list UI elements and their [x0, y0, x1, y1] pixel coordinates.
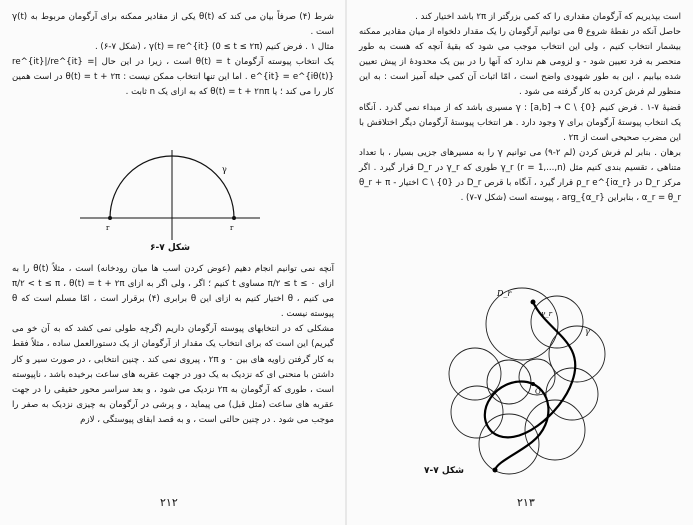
- paragraph: حاصل آنکه در نقطهٔ شروع θ می توانیم آرگومان را یک مقدار دلخواه از میان مقادیر ممکنه بیشمار انتخاب کنیم ، ولی این انتخاب موجب می شود که بقیهٔ آنچه که هست به طور منحصر به فرد تعیین شود - و لزومی هم ندارد که آنها را در بین یک محدودهٔ از پیش تعیین شده بیابیم ، این به طور شهودی واضح است ، امّا اثبات آن کمی حیله آمیز است : به این منظور لم فرش کردن به کار گرفته می شود .: [359, 27, 681, 98]
- right-top-text: [359, 10, 681, 206]
- r-label: r: [106, 224, 110, 232]
- paragraph: مشکلی که در انتخابهای پیوسته آرگومان داریم (گرچه طولی نمی کشد که به آن خو می گیریم) این است که برای انتخاب یک مقدار از آرگومان از یک دستورالعمل ساده ، مثلاً فقط به کار گرفتن زاویه های بین ۰ و ۲π ، پیروی نمی کند . چنین انتخابی ، در صورت سیر و کار داشتن با منحنی ای که نزدیک به یک دور در جهت عقربه های ساعت برخیده باشد ، ناپیوسته است ، طوری که آرگومان به ۲π نزدیک می شود ، و بعد سراسر محور حقیقی را در جهت عقربه های ساعت (مثل قبل) می پیماید ، و پرشی در آرگومان به چیزی نزدیک به صفر را موجب می شود . در چنین حالتی است ، و به قصد ابقای پیوستگی ، لازم: [12, 324, 335, 425]
- gamma-r-label: γ_r: [541, 310, 553, 318]
- paragraph: شرط (۴) صرفاً بیان می کند که θ(t) یکی از مقادیر ممکنه برای آرگومان مربوط به γ(t) است .: [12, 12, 334, 38]
- paragraph: یک انتخاب پیوسته آرگومان θ(t) = t است ، زیرا در این حال |re^{it}|/re^{it} = e^{it} = e^{iθ(t)} . اما این تنها انتخاب ممکن نیست : θ(t) = t + ۲π در است همین کار را می کند ؛ یا θ(t) = t + ۲nπ که به ازای یک n ثابت .: [12, 57, 334, 98]
- figure-caption: شکل ۷-۶: [150, 243, 191, 253]
- left-bottom-text: [12, 262, 334, 428]
- paragraph: آنچه نمی توانیم انجام دهیم (عوض کردن اسب ها میان رودخانه) است ، مثلاً θ(t) را به ازای π/۲ ≤ t ≤ ۰ مساوی t کنیم ؛ اگر ، ولی اگر به ازای π/۲ < t ≤ π ، θ(t) = t + ۲π می کنیم ، θ اختیار کنیم به ازای این θ برابری (۴) برقرار است ، امّا مسلم است که θ پیوسته نیست .: [12, 264, 335, 320]
- r-label: r: [230, 224, 234, 232]
- figure-7-7: [437, 282, 627, 482]
- right-page: [347, 0, 693, 525]
- left-page: [0, 0, 346, 525]
- gamma-label: γ: [585, 327, 590, 336]
- disc-label: D_r: [497, 289, 512, 298]
- paragraph: قضیهٔ ۷-۱ . فرض کنیم γ : [a,b] → C \ {0} مسیری باشد که از مبداء نمی گذرد . آنگاه یک انتخاب پیوستهٔ آرگومان برای γ وجود دارد . هر انتخاب پیوستهٔ آرگومان دیگر اختلافش با این مضرب صحیحی است از ۲π .: [359, 102, 682, 143]
- paragraph: است بپذیریم که آرگومان مقداری را که کمی بزرگتر از ۲π باشد اختیار کند .: [415, 12, 681, 22]
- figure-caption: شکل ۷-۷: [424, 466, 465, 476]
- paragraph: مثال ۱ . فرض کنیم γ(t) = re^{it} (0 ≤ t ≤ ۲π) ، (شکل ۷-۶) .: [94, 42, 334, 53]
- page-number: ۲۱۳: [517, 496, 535, 509]
- gamma-label: γ: [222, 165, 227, 174]
- left-top-text: [12, 10, 334, 101]
- figure-7-6: [80, 150, 260, 250]
- origin-label: O: [535, 388, 541, 396]
- paragraph: برهان . بنابر لم فرش کردن (لم ۲-۹) می توانیم γ را به مسیرهای جزیی بسیار ، با تعداد متناهی ، تقسیم بندی کنیم مثل γ_r (r = 1,...,n) طوری که γ_r در D_r قرار گیرد . اگر مرکز D_r در ρ_r e^{iα_r} قرار گیرد ، آنگاه با قرص D_r در C \ {0} اختیار θ_r + π - α_r = θ_r ، بنابراین arg_{α_r} ، پیوسته است (شکل ۷-۷) .: [359, 147, 681, 204]
- page-number: ۲۱۲: [160, 496, 178, 509]
